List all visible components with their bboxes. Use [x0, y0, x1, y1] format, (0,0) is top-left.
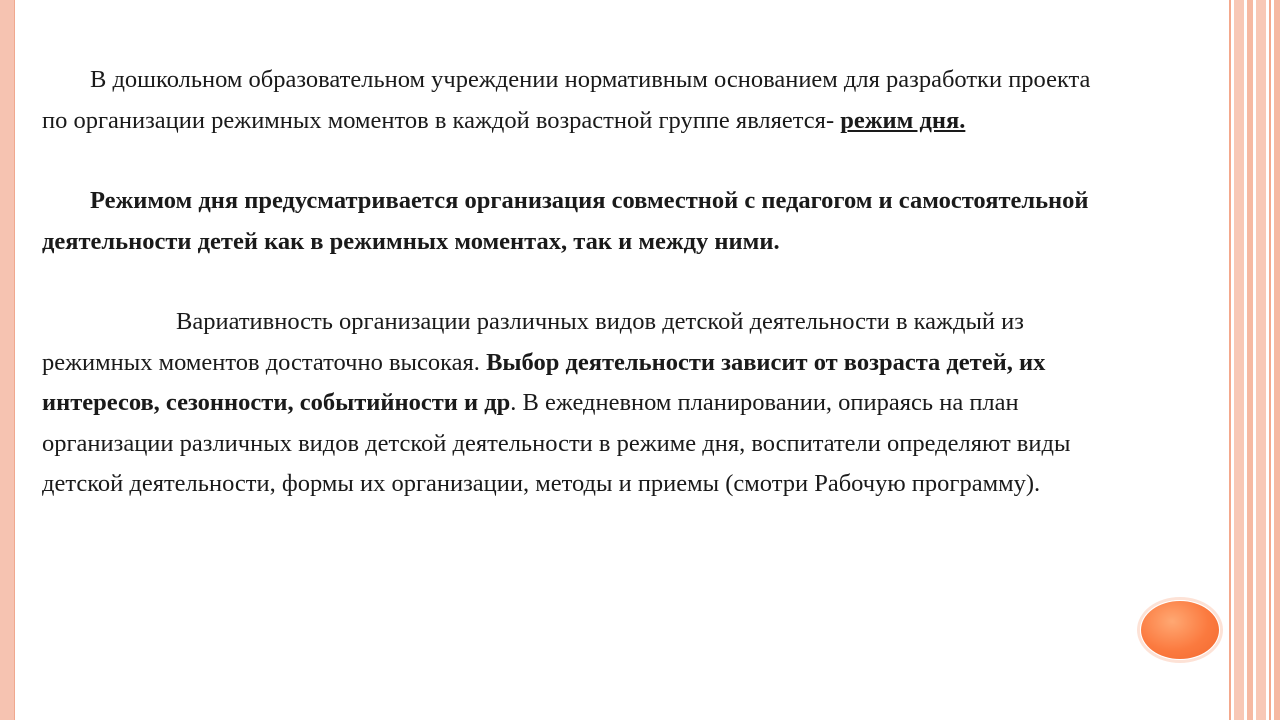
- paragraph-3-text-before: Вариативность организации различных видов детской деятельности в каждый из режимных моментов достаточно высокая.: [42, 308, 1024, 376]
- paragraph-1-text: В дошкольном образовательном учреждении нормативным основанием для разработки проекта по организации режимных моментов в каждой возрастной группе является-: [42, 66, 1091, 134]
- slide-content: [42, 60, 1102, 505]
- paragraph-1: [42, 60, 1102, 141]
- paragraph-2-text: Режимом дня предусматривается организация совместной с педагогом и самостоятельной деятельности детей как в режимных моментах, так и между ними.: [42, 187, 1089, 255]
- right-decorative-stripes: [1226, 0, 1280, 720]
- paragraph-3-bold: Выбор деятельности зависит от возраста детей, их интересов, сезонности, событийности и др: [42, 348, 1046, 416]
- orange-circle-decoration: [1140, 600, 1220, 660]
- left-border-strip: [0, 0, 15, 720]
- paragraph-3-text-after: . В ежедневном планировании, опираясь на план организации различных видов детской деятельности в режиме дня, воспитатели определяют виды детской деятельности, формы их организации, методы и приемы (смотри Рабочую программу).: [42, 389, 1071, 497]
- paragraph-3: [42, 302, 1102, 505]
- paragraph-1-emphasis: режим дня.: [840, 106, 966, 134]
- paragraph-2: [42, 181, 1102, 262]
